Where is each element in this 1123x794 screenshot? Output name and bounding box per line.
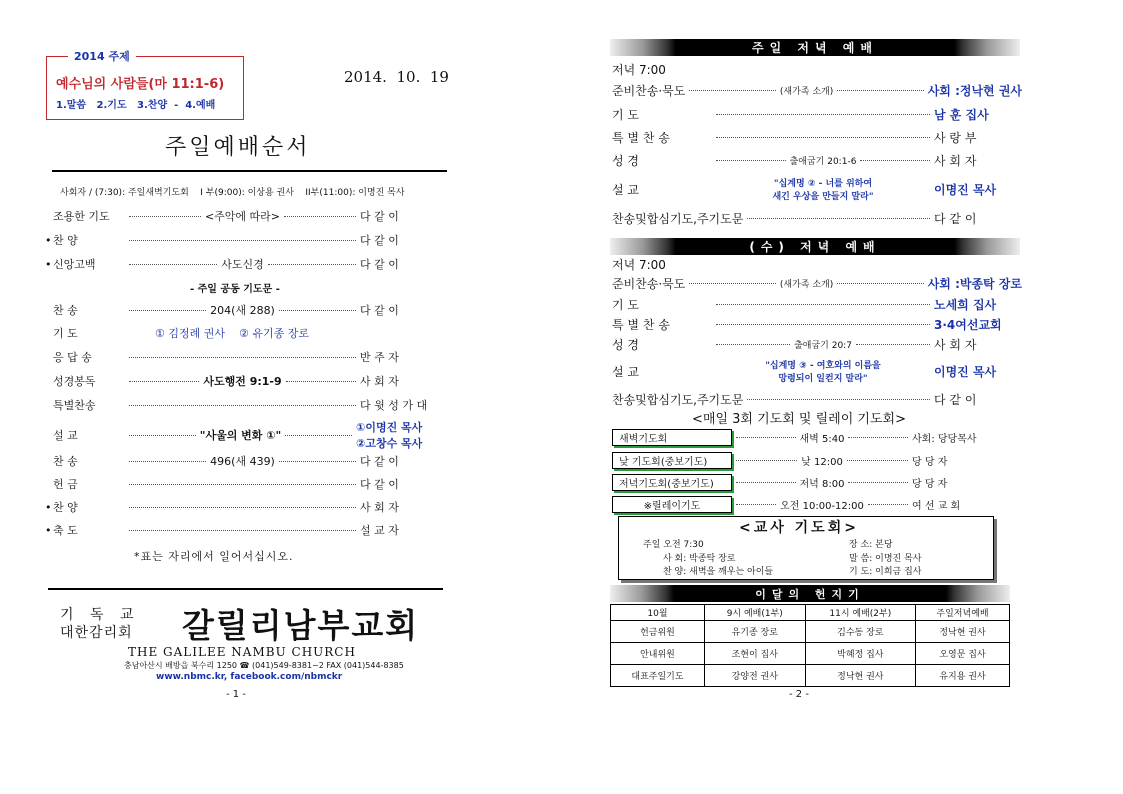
table-cell: 조현이 집사 [704,643,805,665]
wednesday-row-scripture [612,334,1022,354]
wednesday-row-prep [612,273,1022,293]
church-address: 충남아산시 배방읍 북수리 1250 ☎ (041)549-8381~2 FAX (041)544-8385 [124,661,404,670]
order-content: 사도행전 9:1-9 [203,375,282,388]
order-right: 설 교 자 [360,524,399,537]
row-right: 이명진 목사 [934,364,997,379]
order-right: 사 회 자 [360,375,399,388]
standing-bullet: • [45,500,52,514]
order-right: 반 주 자 [360,351,399,364]
order-label: 헌 금 [53,478,78,491]
order-label: 찬 송 [53,304,78,317]
order-content: <주악에 따라> [204,210,281,223]
standing-note: *표는 자리에서 일어서십시오. [134,550,294,563]
wednesday-evening-time: 저녁 7:00 [612,258,666,272]
order-row-prayer [53,323,446,343]
table-row [611,643,1010,665]
row-right: 사회 :정낙현 권사 [927,83,1023,98]
teacher-prayer-host: 사 회: 박종탁 장로 [663,554,736,564]
teacher-prayer-prayer: 기 도: 이희금 집사 [849,567,922,577]
order-right: 다 같 이 [360,455,399,468]
row-label: 설 교 [612,182,639,197]
table-header-row [611,605,1010,621]
row-label: 찬송및합심기도,주기도문 [612,211,744,226]
wednesday-evening-band: (수) 저녁 예배 [610,238,1020,255]
order-content: 496(새 439) [210,455,275,468]
order-right: 사 회 자 [360,501,399,514]
table-header: 10월 [611,605,705,621]
row-right: 3·4여선교회 [934,317,1002,332]
sunday-row-prayer [612,104,1022,124]
row-mid: 출애굽기 20:7 [794,340,852,351]
page-number-right: - 2 - [789,689,809,700]
sunday-row-closing [612,208,1022,228]
daily-time: 오전 10:00-12:00 [780,500,864,512]
title-divider [52,170,447,172]
wednesday-row-special [612,314,1022,334]
daily-row-noon [612,451,1022,469]
order-row-silent-prayer [53,206,446,226]
daily-right: 당 당 자 [912,478,948,490]
table-cell: 헌금위원 [611,621,705,643]
standing-bullet: • [45,523,52,537]
row-label: 준비찬송·묵도 [612,276,686,291]
row-right: 노세희 집사 [934,297,997,312]
order-right: 다 같 이 [360,258,399,271]
sunday-row-sermon [612,173,1022,205]
sermon-title-line2: 망령되이 일컫지 말라" [778,374,868,384]
denomination-line2: 대한감리회 [60,625,133,641]
order-right: 다 같 이 [360,304,399,317]
row-label: 성 경 [612,153,639,168]
order-label: 설 교 [53,429,78,442]
row-label: 준비찬송·묵도 [612,83,686,98]
order-content: 사도신경 [221,258,264,271]
sunday-row-scripture [612,150,1022,170]
order-content: 204(새 288) [210,304,275,317]
order-label: 찬 양 [53,501,78,514]
row-right: 사 회 자 [934,337,977,352]
church-name-en: THE GALILEE NAMBU CHURCH [128,645,356,659]
order-row-benediction [45,520,446,540]
table-header: 9시 예배(1부) [704,605,805,621]
row-mid: (새가족 소개) [779,86,834,97]
order-label: 찬 양 [53,234,78,247]
daily-right: 당 당 자 [912,456,948,468]
standing-bullet: • [45,233,52,247]
row-label: 기 도 [612,297,639,312]
wednesday-row-prayer [612,294,1022,314]
order-right: 다 같 이 [360,478,399,491]
teacher-prayer-title: <교사 기도회> [739,520,859,536]
month-duty-band: 이달의 헌지기 [610,585,1010,602]
daily-time: 낮 12:00 [801,456,843,468]
row-label: 특 별 찬 송 [612,317,670,332]
denomination-line1: 기 독 교 [60,607,140,623]
row-mid: 출애굽기 20:1-6 [789,156,857,167]
order-right: 다 같 이 [360,210,399,223]
date: 2014. 10. 19 [344,68,449,86]
teacher-prayer-box [618,516,994,580]
daily-prayer-heading: <매일 3회 기도회 및 릴레이 기도회> [692,412,906,427]
order-right: 다 윗 성 가 대 [360,399,428,412]
daily-name: ※릴레이기도 [612,496,732,513]
row-label: 기 도 [612,107,639,122]
wednesday-row-sermon [612,354,1022,388]
daily-name: 저녁기도회(중보기도) [612,474,732,491]
row-label: 설 교 [612,364,639,379]
daily-right: 사회: 당당목사 [912,433,977,445]
order-label: 찬 송 [53,455,78,468]
order-label: 조용한 기도 [53,210,110,223]
row-right: 다 같 이 [934,392,977,407]
row-label: 특 별 찬 송 [612,130,670,145]
order-row-praise-2 [45,497,446,517]
presiders: 사회자 / (7:30): 주일새벽기도회 I 부(9:00): 이상용 권사 II부(11:00): 이명진 목사 [60,188,405,198]
table-cell: 박혜정 집사 [805,643,915,665]
order-row-hymn-2 [53,451,446,471]
table-cell: 대표주일기도 [611,665,705,687]
common-prayer-note: - 주일 공동 기도문 - [190,284,280,295]
order-row-special-hymn [53,395,446,415]
teacher-prayer-place: 장 소: 본당 [849,540,893,550]
theme-title: 예수님의 사람들(마 11:1-6) [56,77,225,92]
row-right: 사회 :박종탁 장로 [927,276,1023,291]
sermon-title-line1: "십계명 ③ - 여호와의 이름을 [765,361,881,371]
standing-bullet: • [45,257,52,271]
theme-points: 1.말씀 2.기도 3.찬양 - 4.예배 [56,100,216,111]
daily-right: 여 선 교 회 [912,500,961,512]
table-cell: 정낙현 권사 [805,665,915,687]
order-label: 신앙고백 [53,258,96,271]
order-row-scripture [53,371,446,391]
row-right: 다 같 이 [934,211,977,226]
preacher-second: ②고창수 목사 [356,437,423,450]
order-row-sermon [53,421,446,449]
sermon-title-line1: "십계명 ② - 너를 위하여 [773,179,873,189]
table-row [611,621,1010,643]
table-cell: 김수동 장로 [805,621,915,643]
table-row [611,665,1010,687]
church-web[interactable]: www.nbmc.kr, facebook.com/nbmckr [156,672,343,682]
order-row-creed [45,254,446,274]
preacher-first: ①이명진 목사 [356,421,423,434]
row-label: 성 경 [612,337,639,352]
teacher-prayer-word: 말 씀: 이명진 목사 [849,554,922,564]
table-cell: 유지용 권사 [916,665,1010,687]
sermon-title-line2: 새긴 우상을 만들지 말라" [772,192,874,202]
table-cell: 안내위원 [611,643,705,665]
order-label: 특별찬송 [53,399,96,412]
sunday-evening-band: 주일 저녁 예배 [610,39,1020,56]
footer-divider [48,588,443,590]
wednesday-row-closing [612,389,1022,409]
table-cell: 오영문 집사 [916,643,1010,665]
order-row-hymn [53,300,446,320]
order-row-praise [45,230,446,250]
order-content: "사울의 변화 ①" [199,429,282,442]
daily-time: 새벽 5:40 [799,433,845,445]
daily-row-relay [612,495,1022,513]
order-label: 기 도 [53,327,78,340]
page-number-left: - 1 - [226,689,246,700]
order-row-response [53,347,446,367]
row-mid: (새가족 소개) [779,279,834,290]
row-right: 사 랑 부 [934,130,977,145]
table-cell: 정낙현 권사 [916,621,1010,643]
order-row-offering [53,474,446,494]
sunday-evening-time: 저녁 7:00 [612,63,666,77]
table-header: 주일저녁예배 [916,605,1010,621]
month-duty-table [610,604,1010,687]
sunday-row-prep [612,80,1022,100]
daily-row-dawn [612,428,1022,446]
page-title: 주일예배순서 [165,135,311,160]
daily-name: 새벽기도회 [612,429,732,446]
table-cell: 유기종 장로 [704,621,805,643]
row-label: 찬송및합심기도,주기도문 [612,392,744,407]
preachers [356,419,446,451]
table-cell: 강양전 권사 [704,665,805,687]
daily-name: 낮 기도회(중보기도) [612,452,732,469]
order-label: 응 답 송 [53,351,92,364]
daily-time: 저녁 8:00 [799,478,845,490]
order-right: 다 같 이 [360,234,399,247]
teacher-prayer-praise: 찬 양: 새벽을 깨우는 아이들 [663,567,774,577]
order-label: 축 도 [53,524,78,537]
row-right: 남 훈 집사 [934,107,989,122]
teacher-prayer-time: 주일 오전 7:30 [643,540,704,550]
row-right: 이명진 목사 [934,182,997,197]
order-label: 성경봉독 [53,375,96,388]
daily-row-evening [612,473,1022,491]
row-right: 사 회 자 [934,153,977,168]
table-header: 11시 예배(2부) [805,605,915,621]
sunday-row-special [612,127,1022,147]
church-name-ko: 갈릴리남부교회 [182,606,420,645]
theme-tag: 2014 주제 [68,48,136,64]
order-content: ① 김정례 권사 ② 유기종 장로 [155,327,309,340]
